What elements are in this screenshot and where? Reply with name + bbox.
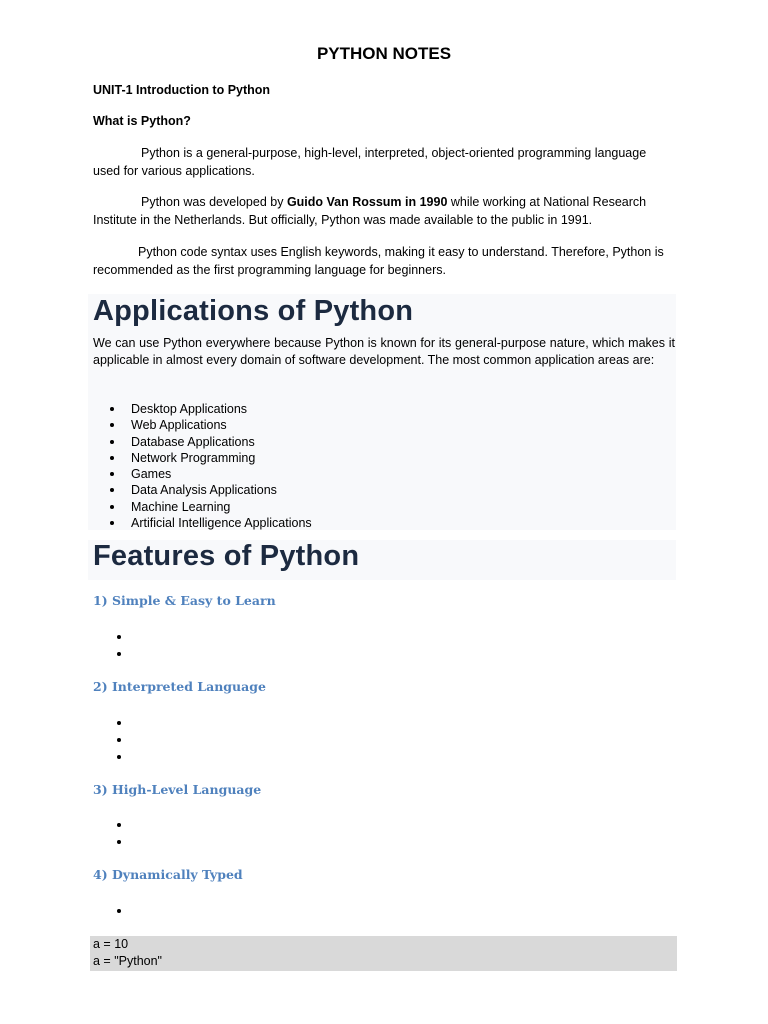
list-item: Web Applications	[93, 417, 312, 433]
features-heading: Features of Python	[93, 540, 360, 572]
empty-bullet	[117, 635, 121, 639]
question-heading: What is Python?	[93, 114, 191, 128]
paragraph-syntax	[93, 243, 675, 279]
empty-bullet	[117, 840, 121, 844]
applications-list	[93, 401, 312, 531]
list-item: Database Applications	[93, 434, 312, 450]
paragraph-definition	[93, 144, 675, 180]
list-item: Data Analysis Applications	[93, 482, 312, 498]
paragraph-history-bold: Guido Van Rossum in 1990	[286, 195, 448, 209]
list-item: Network Programming	[93, 450, 312, 466]
list-item: Machine Learning	[93, 499, 312, 515]
list-item: Artificial Intelligence Applications	[93, 515, 312, 531]
empty-bullet	[117, 755, 121, 759]
empty-bullet	[117, 738, 121, 742]
empty-bullet	[117, 909, 121, 913]
unit-heading: UNIT-1 Introduction to Python	[93, 83, 271, 97]
list-item: Games	[93, 466, 312, 482]
paragraph-history-text-start: Python was developed by	[141, 195, 287, 209]
code-line: a = 10	[93, 937, 129, 951]
code-line: a = "Python"	[93, 954, 162, 968]
paragraph-history	[93, 193, 675, 229]
paragraph-syntax-text: Python code syntax uses English keywords, making it easy to understand. Therefore, Python is recommended as the first programming language for beginners.	[93, 245, 664, 277]
paragraph-history-text-end: while working at National Research Institute in the Netherlands. But officially, Python was made available to the public in 1991.	[93, 195, 647, 227]
paragraph-definition-text: Python is a general-purpose, high-level, interpreted, object-oriented programming language used for various applications.	[93, 146, 647, 178]
empty-bullet	[117, 721, 121, 725]
list-item: Desktop Applications	[93, 401, 312, 417]
document-title: PYTHON NOTES	[316, 44, 452, 63]
empty-bullet	[117, 823, 121, 827]
applications-heading: Applications of Python	[93, 295, 414, 327]
feature-heading-high-level: 3) High-Level Language	[93, 782, 262, 797]
code-block	[90, 936, 677, 971]
applications-intro: We can use Python everywhere because Python is known for its general-purpose nature, which makes it applicable in almost every domain of software development. The most common application areas are:	[93, 336, 675, 367]
feature-heading-simple: 1) Simple & Easy to Learn	[93, 593, 276, 608]
feature-heading-dynamic: 4) Dynamically Typed	[93, 867, 243, 882]
feature-heading-interpreted: 2) Interpreted Language	[93, 679, 266, 694]
empty-bullet	[117, 652, 121, 656]
